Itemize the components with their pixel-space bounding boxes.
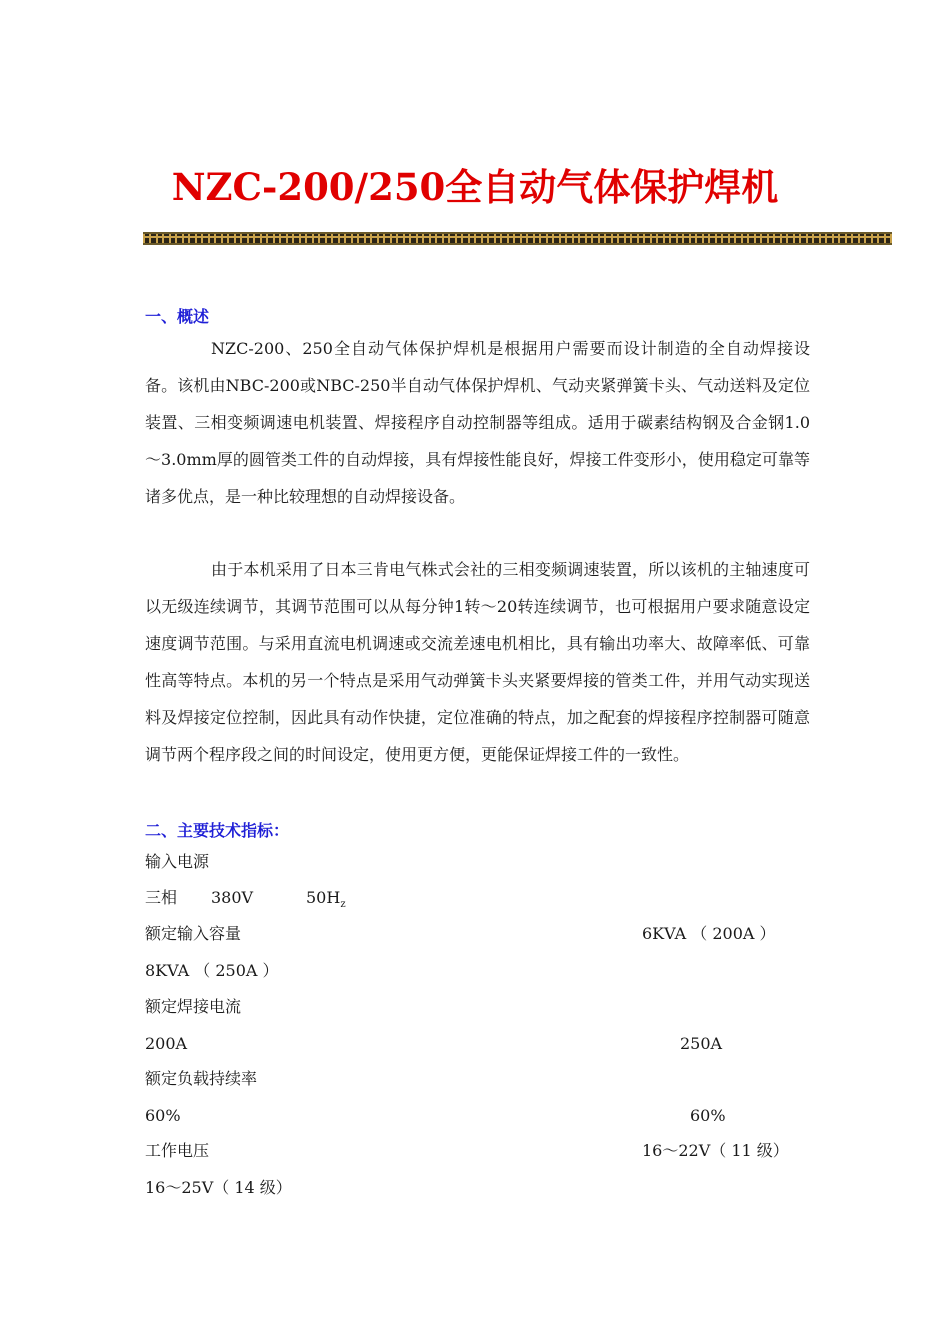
current-label: 额定焊接电流 bbox=[145, 997, 242, 1016]
power-voltage: 380V bbox=[211, 888, 254, 907]
duty-label: 额定负载持续率 bbox=[145, 1069, 258, 1088]
overview-paragraph-1: NZC-200、250全自动气体保护焊机是根据用户需要而设计制造的全自动焊接设备。该机由NBC-200或NBC-250半自动气体保护焊机、气动夹紧弹簧卡头、气动送料及定位装置、三相变频调速电机装置、焊接程序自动控制器等组成。适用于碳素结构钢及合金钢1.0～3.0mm厚的圆管类工件的自动焊接，具有焊接性能良好，焊接工件变形小，使用稳定可靠等诸多优点，是一种比较理想的自动焊接设备。 bbox=[145, 339, 810, 506]
document-title: NZC-200/250全自动气体保护焊机 bbox=[171, 165, 779, 209]
decorative-border bbox=[143, 232, 892, 245]
work-voltage-label: 工作电压 bbox=[145, 1141, 210, 1160]
work-voltage-200: 16～22V（ 11 级） bbox=[642, 1141, 789, 1160]
capacity-label: 额定输入容量 bbox=[145, 924, 242, 943]
section-heading-overview: 一、概述 bbox=[145, 307, 210, 326]
power-phase: 三相 bbox=[145, 888, 178, 907]
current-200: 200A bbox=[145, 1034, 188, 1053]
power-frequency: $50H_z$ bbox=[306, 888, 346, 911]
section-heading-specs: 二、主要技术指标： bbox=[145, 821, 290, 840]
duty-200: 60% bbox=[145, 1106, 181, 1125]
current-250: 250A bbox=[680, 1034, 723, 1053]
work-voltage-250: 16～25V（ 14 级） bbox=[145, 1178, 292, 1197]
overview-paragraph-2: 由于本机采用了日本三肯电气株式会社的三相变频调速装置，所以该机的主轴速度可以无级连续调节，其调节范围可以从每分钟1转～20转连续调节，也可根据用户要求随意设定速度调节范围。与采用直流电机调速或交流差速电机相比，具有输出功率大、故障率低、可靠性高等特点。本机的另一个特点是采用气动弹簧卡头夹紧要焊接的管类工件，并用气动实现送料及焊接定位控制，因此具有动作快捷，定位准确的特点，加之配套的焊接程序控制器可随意调节两个程序段之间的时间设定，使用更方便，更能保证焊接工件的一致性。 bbox=[145, 560, 810, 764]
power-label: 输入电源 bbox=[145, 852, 210, 871]
capacity-250: 8KVA （ 250A ） bbox=[145, 961, 279, 980]
duty-250: 60% bbox=[690, 1106, 726, 1125]
capacity-200: 6KVA （ 200A ） bbox=[642, 924, 776, 943]
